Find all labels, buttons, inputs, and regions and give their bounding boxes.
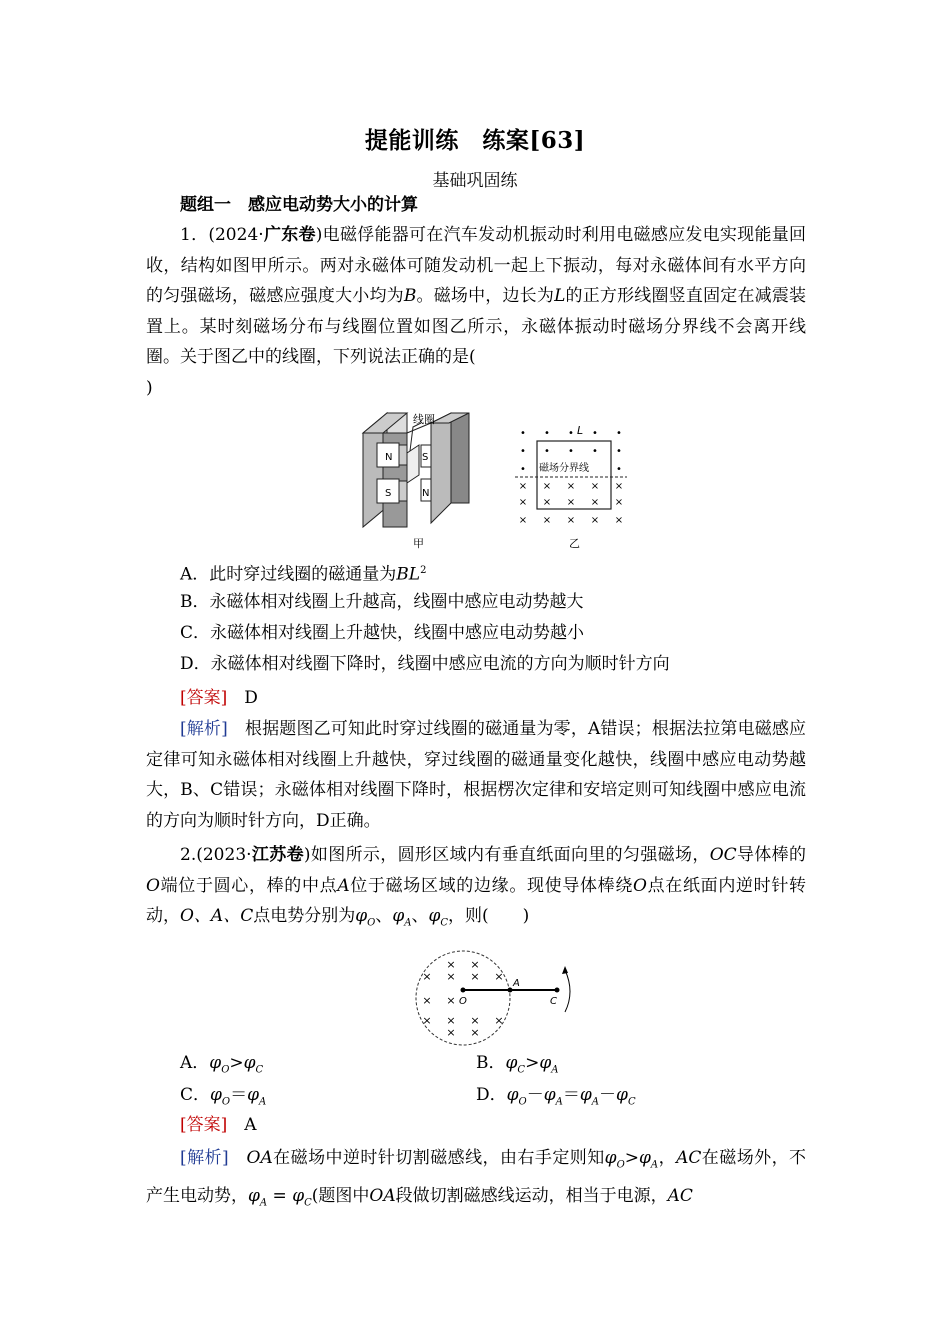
q1-var-b: B	[403, 286, 417, 306]
q1-analysis: [解析] 根据题图乙可知此时穿过线圈的磁通量为零，A错误；根据法拉第电磁感应定律可知永磁体相对线圈上升越快，穿过线圈的磁通量变化越快，线圈中感应电动势越大，B、C错误；永磁体相对线圈下降时，根据楞次定律和安培定则可知线圈中感应电流的方向为顺时针方向，D正确。	[146, 719, 807, 831]
label-coil: 线圈	[413, 413, 435, 426]
q1-option-a[interactable]: A．此时穿过线圈的磁通量为$BL^2$	[180, 564, 427, 585]
label-n1: N	[385, 452, 393, 463]
q1-option-c[interactable]: C．永磁体相对线圈上升越快，线圈中感应电动势越小	[180, 623, 585, 643]
q2-option-d[interactable]: D．$\varphi_O-\varphi_A=\varphi_A-\varphi_C$	[476, 1085, 636, 1108]
svg-text:×: ×	[446, 1014, 456, 1027]
page-title: 提能训练 练案[63]	[364, 127, 586, 154]
svg-text:×: ×	[614, 481, 624, 492]
cross-rows	[519, 481, 623, 526]
magnet-diagram	[363, 413, 469, 527]
question-2-figure	[405, 950, 595, 1050]
q1-stem-part3: 的正方形线圈竖直固定在减震装置上。某时刻磁场分布与线圈位置如图乙所示，永磁体振动时磁场分界线不会离开线圈。关于图乙中的线圈，下列说法正确的是(	[146, 286, 807, 367]
svg-text:•: •	[544, 428, 550, 439]
q1-number: 1．	[180, 225, 209, 245]
q1-answer	[180, 683, 258, 713]
svg-text:×: ×	[566, 497, 576, 508]
svg-text:•: •	[544, 446, 550, 457]
svg-text:×: ×	[542, 515, 552, 526]
svg-text:×: ×	[590, 515, 600, 526]
rotation-arrow	[565, 970, 570, 1012]
svg-text:×: ×	[494, 970, 504, 983]
svg-text:•: •	[592, 446, 598, 457]
question-1-figure	[355, 405, 645, 555]
svg-text:×: ×	[422, 994, 432, 1007]
svg-text:×: ×	[542, 481, 552, 492]
q1-stem-part1: 电磁俘能器可在汽车发动机振动时利用电磁感应发电实现能量回收，结构如图甲所示。两对永磁体可随发动机一起上下振动，每对永磁体间有水平方向的匀强磁场，磁感应强度大小均为	[146, 225, 806, 306]
analysis-label: [解析]	[180, 719, 228, 739]
rotation-arrowhead	[562, 966, 568, 974]
q2-answer: [答案] A	[180, 1115, 257, 1135]
q1-source-name: 广东卷	[263, 225, 316, 245]
svg-text:•: •	[520, 464, 526, 475]
svg-text:×: ×	[518, 515, 528, 526]
svg-text:×: ×	[590, 481, 600, 492]
svg-text:×: ×	[446, 958, 456, 971]
svg-text:×: ×	[446, 970, 456, 983]
svg-text:×: ×	[614, 497, 624, 508]
svg-text:×: ×	[422, 1014, 432, 1027]
svg-text:×: ×	[566, 481, 576, 492]
svg-text:•: •	[616, 428, 622, 439]
label-a: A	[513, 978, 520, 989]
label-l: L	[577, 424, 584, 437]
q1-stem-end: )	[146, 377, 153, 398]
svg-text:•: •	[616, 446, 622, 457]
caption-yi: 乙	[569, 537, 580, 550]
label-n2: N	[422, 488, 430, 499]
svg-text:×: ×	[470, 970, 480, 983]
page-subtitle: 基础巩固练	[432, 171, 518, 191]
svg-text:×: ×	[494, 1014, 504, 1027]
svg-text:•: •	[568, 428, 574, 439]
answer-value: D	[244, 688, 258, 708]
caption-jia: 甲	[413, 537, 424, 550]
svg-text:×: ×	[470, 958, 480, 971]
svg-text:×: ×	[518, 481, 528, 492]
q2-option-b[interactable]: B．$\varphi_C>\varphi_A$	[476, 1053, 559, 1076]
point-a	[508, 988, 513, 993]
q1-option-b[interactable]: B．永磁体相对线圈上升越高，线圈中感应电动势越大	[180, 592, 584, 612]
q1-source-open: (2024·	[208, 225, 264, 245]
svg-text:•: •	[520, 428, 526, 439]
answer-label: [答案]	[180, 688, 228, 708]
svg-text:×: ×	[446, 1026, 456, 1039]
svg-text:×: ×	[614, 515, 624, 526]
svg-text:×: ×	[470, 1026, 480, 1039]
q1-source-close: )	[315, 225, 323, 245]
label-boundary: 磁场分界线	[539, 463, 589, 474]
svg-text:•: •	[568, 446, 574, 457]
svg-text:×: ×	[542, 497, 552, 508]
svg-text:•: •	[520, 446, 526, 457]
svg-text:•: •	[592, 428, 598, 439]
label-s2: S	[385, 488, 392, 499]
svg-text:×: ×	[470, 1014, 480, 1027]
group-heading: 题组一 感应电动势大小的计算	[180, 195, 418, 215]
q1-var-l: L	[554, 286, 566, 306]
svg-text:×: ×	[446, 994, 456, 1007]
svg-text:•: •	[616, 464, 622, 475]
q2-option-c[interactable]: C．$\varphi_O=\varphi_A$	[180, 1085, 267, 1108]
svg-text:×: ×	[590, 497, 600, 508]
question-1-stem	[146, 220, 806, 403]
svg-text:×: ×	[518, 497, 528, 508]
q1-option-d[interactable]: D．永磁体相对线圈下降时，线圈中感应电流的方向为顺时针方向	[180, 654, 670, 674]
question-2-stem: 2.(2023·江苏卷)如图所示，圆形区域内有垂直纸面向里的匀强磁场，OC导体棒的O端位于圆心，棒的中点A位于磁场区域的边缘。现使导体棒绕O点在纸面内逆时针转动，O、A、C点电势分别为$\varphi_O$、$\varphi_A$、$\varphi_C$，则( )	[146, 845, 807, 929]
point-c	[555, 988, 560, 993]
q2-analysis: [解析] OA在磁场中逆时针切割磁感线，由右手定则知$\varphi_O>\varphi_A$，AC在磁场外，不产生电动势，$\varphi_A = \varphi_C$(题图中OA段做切割磁感线运动，相当于电源，AC	[146, 1148, 807, 1209]
svg-text:×: ×	[422, 970, 432, 983]
point-o	[461, 988, 466, 993]
label-s1: S	[422, 452, 429, 463]
q2-option-a[interactable]: A．$\varphi_O>\varphi_C$	[180, 1053, 264, 1076]
svg-text:×: ×	[566, 515, 576, 526]
label-c: C	[550, 996, 557, 1007]
q1-stem-part2: 。磁场中，边长为	[416, 286, 555, 306]
label-o: O	[459, 996, 467, 1007]
